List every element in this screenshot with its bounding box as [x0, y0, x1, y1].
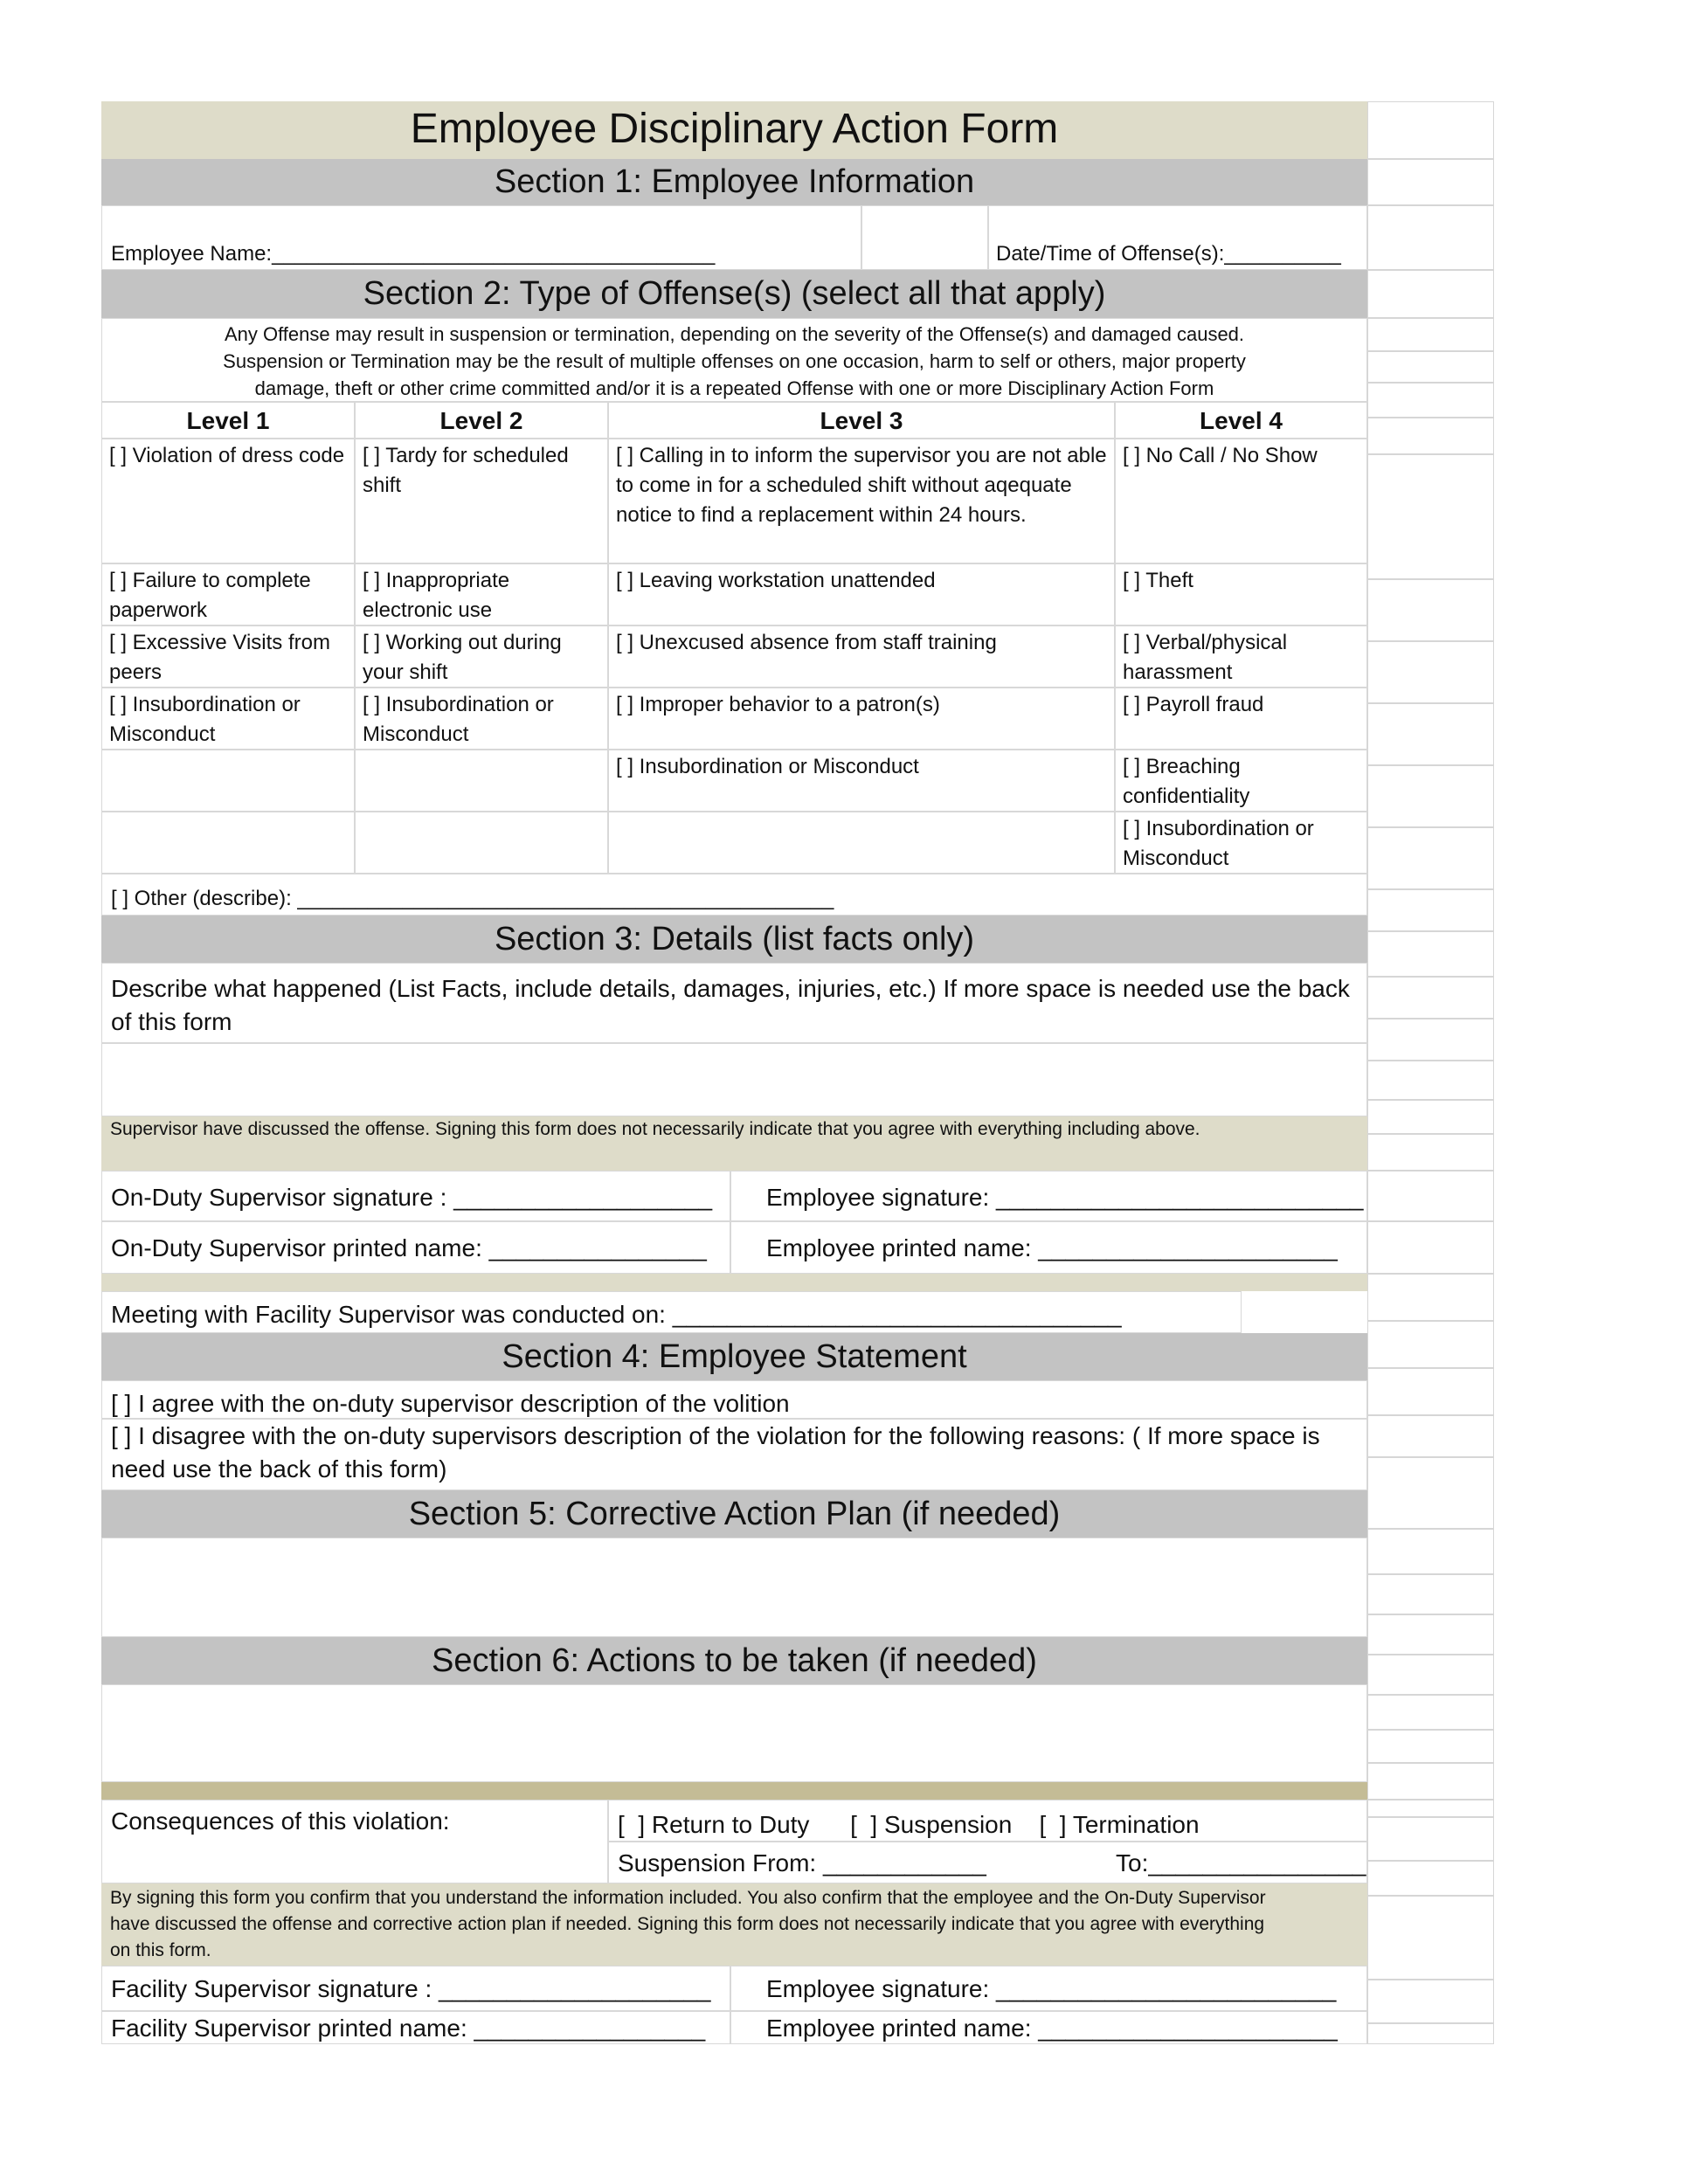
suspension-dates [608, 1842, 1367, 1883]
grid-cell [1367, 765, 1494, 827]
grid-cell [1367, 827, 1494, 889]
side-grid [1367, 101, 1494, 2044]
employee-signature-final[interactable]: Employee signature: _________________________ [730, 1966, 1367, 2011]
form-sheet [101, 101, 1494, 2044]
grid-cell [1367, 1800, 1494, 1817]
grid-cell [1367, 1100, 1494, 1134]
notice-text: Supervisor have discussed the offense. Signing this form does not necessarily indicate that you agree with everything including above. [110, 1119, 1200, 1139]
other-offense-field[interactable]: [ ] Other (describe): ______________________________________________ [101, 874, 1367, 916]
grid-cell [1367, 101, 1494, 159]
date-time-cell [988, 205, 1367, 270]
grid-cell [1367, 351, 1494, 383]
offense-checkbox[interactable]: [ ] Excessive Visits from peers [101, 625, 355, 688]
grid-cell [1367, 1061, 1494, 1100]
section-2-heading: Section 2: Type of Offense(s) (select all that apply) [101, 270, 1367, 318]
confirmation-notice [101, 1883, 1367, 1966]
consequence-options[interactable]: [ ] Return to Duty [ ] Suspension [ ] Termination [608, 1800, 1367, 1842]
supervisor-notice [101, 1116, 1367, 1171]
offense-checkbox[interactable]: [ ] Payroll fraud [1115, 688, 1367, 750]
grid-cell [1367, 703, 1494, 765]
facility-supervisor-printed-name[interactable]: Facility Supervisor printed name: _________________ [101, 2011, 730, 2044]
grid-cell [1367, 1763, 1494, 1800]
offense-checkbox[interactable]: [ ] Improper behavior to a patron(s) [608, 688, 1115, 750]
blank-cell [861, 205, 988, 270]
grid-cell [1367, 1415, 1494, 1457]
employee-name-field[interactable]: Employee Name:______________________________________ [111, 242, 716, 266]
grid-cell [1367, 1221, 1494, 1274]
grid-cell [1367, 1457, 1494, 1529]
grid-cell [1367, 1134, 1494, 1171]
section-4-heading: Section 4: Employee Statement [101, 1333, 1367, 1380]
grid-cell [1367, 318, 1494, 351]
offense-checkbox[interactable]: [ ] Insubordination or Misconduct [1115, 812, 1367, 874]
grid-cell [1367, 159, 1494, 205]
level-1-header: Level 1 [101, 402, 355, 439]
details-prompt: Describe what happened (List Facts, include details, damages, injuries, etc.) If more space is needed use the back of this form [101, 963, 1367, 1043]
grid-cell [1367, 1321, 1494, 1368]
grid-cell [1367, 1368, 1494, 1415]
employee-signature[interactable]: Employee signature: ___________________________ [730, 1171, 1367, 1221]
onduty-supervisor-signature[interactable]: On-Duty Supervisor signature : ___________________ [101, 1171, 730, 1221]
section-6-heading: Section 6: Actions to be taken (if needed) [101, 1637, 1367, 1684]
offense-checkbox[interactable]: [ ] Breaching confidentiality [1115, 750, 1367, 812]
offense-checkbox[interactable]: [ ] Tardy for scheduled shift [355, 439, 608, 563]
offense-checkbox[interactable]: [ ] Unexcused absence from staff training [608, 625, 1115, 688]
offense-checkbox[interactable]: [ ] Verbal/physical harassment [1115, 625, 1367, 688]
grid-cell [1367, 1529, 1494, 1574]
divider-band [101, 1782, 1367, 1800]
grid-cell [1367, 977, 1494, 1019]
grid-cell [1367, 579, 1494, 641]
meeting-date-field[interactable]: Meeting with Facility Supervisor was conducted on: _________________________________ [101, 1291, 1242, 1333]
note-line-2: Suspension or Termination may be the result of multiple offenses on one occasion, harm to self or others, major property [223, 350, 1246, 372]
actions-area[interactable] [101, 1684, 1367, 1782]
grid-cell [1367, 1171, 1494, 1221]
grid-cell [1367, 1274, 1494, 1321]
empty-cell [101, 750, 355, 812]
suspension-from-field[interactable]: Suspension From: ____________ [618, 1849, 986, 1876]
grid-cell [1367, 418, 1494, 454]
employee-name-cell [101, 205, 861, 270]
grid-cell [1367, 1614, 1494, 1655]
corrective-action-area[interactable] [101, 1538, 1367, 1637]
confirmation-text: By signing this form you confirm that you understand the information included. You also confirm that the employee and the On-Duty Supervisor have discussed the offense and corrective action plan if needed. Signing this form does not necessarily indicate that you agree with everything on this form. [110, 1888, 1266, 1960]
offense-note [101, 318, 1367, 402]
onduty-supervisor-printed-name[interactable]: On-Duty Supervisor printed name: ________________ [101, 1221, 730, 1274]
empty-cell [355, 750, 608, 812]
agree-checkbox[interactable]: [ ] I agree with the on-duty supervisor description of the volition [101, 1380, 1367, 1419]
grid-cell [1367, 1655, 1494, 1695]
grid-cell [1367, 1861, 1494, 1896]
section-5-heading: Section 5: Corrective Action Plan (if needed) [101, 1490, 1367, 1538]
divider-band [101, 1274, 1367, 1291]
grid-cell [1367, 931, 1494, 977]
offense-checkbox[interactable]: [ ] Insubordination or Misconduct [101, 688, 355, 750]
grid-cell [1367, 1980, 1494, 2023]
grid-cell [1367, 1730, 1494, 1763]
note-line-3: damage, theft or other crime committed and/or it is a repeated Offense with one or more Disciplinary Action Form [254, 377, 1214, 399]
level-2-header: Level 2 [355, 402, 608, 439]
offense-checkbox[interactable]: [ ] Inappropriate electronic use [355, 563, 608, 625]
employee-printed-name-final[interactable]: Employee printed name: ______________________ [730, 2011, 1367, 2044]
grid-cell [1367, 2023, 1494, 2044]
grid-cell [1367, 889, 1494, 931]
facility-supervisor-signature[interactable]: Facility Supervisor signature : ____________________ [101, 1966, 730, 2011]
grid-cell [1367, 270, 1494, 318]
suspension-to-field[interactable]: To:________________ [1116, 1849, 1366, 1876]
grid-cell [1367, 205, 1494, 270]
grid-cell [1367, 641, 1494, 703]
grid-cell [1367, 1896, 1494, 1980]
grid-cell [1367, 454, 1494, 579]
disagree-checkbox[interactable]: [ ] I disagree with the on-duty supervisors description of the violation for the following reasons: ( If more space is need use the back of this form) [101, 1419, 1367, 1490]
date-time-field[interactable]: Date/Time of Offense(s):__________ [996, 242, 1341, 266]
form-title: Employee Disciplinary Action Form [101, 101, 1367, 159]
grid-cell [1367, 1574, 1494, 1614]
level-3-header: Level 3 [608, 402, 1115, 439]
grid-cell [1367, 1019, 1494, 1061]
empty-cell [101, 812, 355, 874]
grid-cell [1367, 1695, 1494, 1730]
offense-checkbox[interactable]: [ ] No Call / No Show [1115, 439, 1367, 563]
empty-cell [355, 812, 608, 874]
offense-checkbox[interactable]: [ ] Working out during your shift [355, 625, 608, 688]
offense-checkbox[interactable]: [ ] Calling in to inform the supervisor you are not able to come in for a scheduled shift without aqequate notice to find a replacement within 24 hours. [608, 439, 1115, 563]
offense-checkbox[interactable]: [ ] Insubordination or Misconduct [608, 750, 1115, 812]
level-4-header: Level 4 [1115, 402, 1367, 439]
offense-checkbox[interactable]: [ ] Leaving workstation unattended [608, 563, 1115, 625]
offense-checkbox[interactable]: [ ] Theft [1115, 563, 1367, 625]
offense-checkbox[interactable]: [ ] Failure to complete paperwork [101, 563, 355, 625]
section-3-heading: Section 3: Details (list facts only) [101, 916, 1367, 963]
empty-cell [608, 812, 1115, 874]
details-area[interactable] [101, 1043, 1367, 1116]
section-1-heading: Section 1: Employee Information [101, 159, 1367, 205]
note-line-1: Any Offense may result in suspension or termination, depending on the severity of the Offense(s) and damaged caused. [224, 323, 1245, 345]
employee-printed-name[interactable]: Employee printed name: ______________________ [730, 1221, 1367, 1274]
grid-cell [1367, 1817, 1494, 1861]
consequences-label: Consequences of this violation: [101, 1800, 608, 1883]
offense-checkbox[interactable]: [ ] Violation of dress code [101, 439, 355, 563]
grid-cell [1367, 383, 1494, 418]
offense-checkbox[interactable]: [ ] Insubordination or Misconduct [355, 688, 608, 750]
